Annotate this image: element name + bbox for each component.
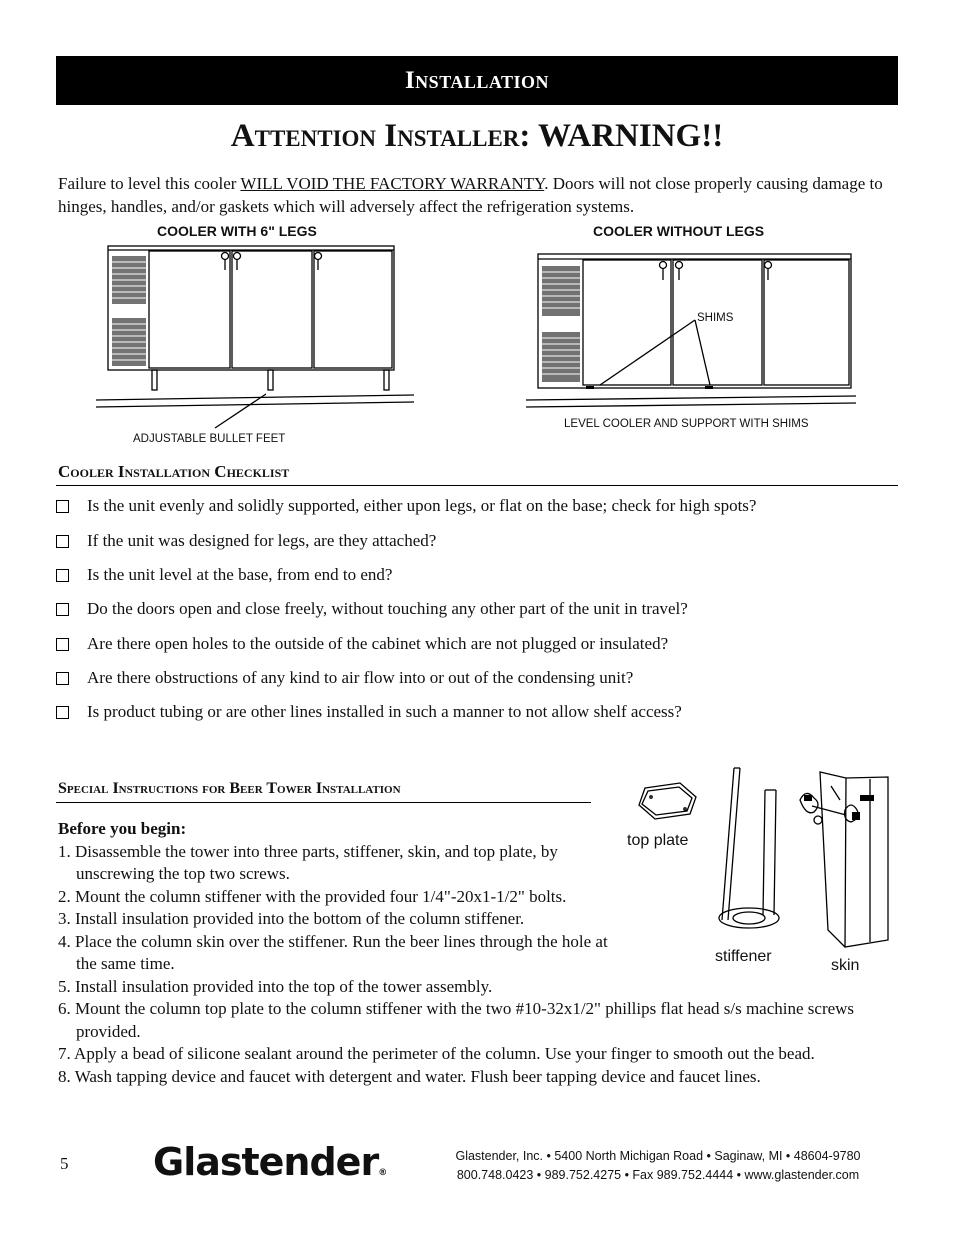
- company-phone-web: 800.748.0423 • 989.752.4275 • Fax 989.752.4444 • www.glastender.com: [456, 1168, 860, 1182]
- instruction-step: 8. Wash tapping device and faucet with detergent and water. Flush beer tapping device and faucet lines.: [58, 1066, 761, 1086]
- shims-label: SHIMS: [697, 312, 734, 324]
- instruction-step: 7. Apply a bead of silicone sealant around the perimeter of the column. Use your finger to smooth out the bead.: [58, 1044, 815, 1063]
- bullet-feet-note: ADJUSTABLE BULLET FEET: [133, 433, 286, 445]
- instruction-step: 3. Install insulation provided into the bottom of the column stiffener.: [58, 909, 525, 928]
- checklist-item-text: If the unit was designed for legs, are they attached?: [87, 531, 437, 550]
- checklist-item-text: Is the unit level at the base, from end to end?: [87, 565, 393, 584]
- intro-text-after: . Doors will not close properly causing damage to hinges, handles, and/or gaskets which will adversely affect the refrigeration systems.: [58, 174, 883, 216]
- page-number: 5: [60, 1154, 69, 1173]
- checklist-item-text: Are there obstructions of any kind to air flow into or out of the condensing unit?: [87, 668, 634, 687]
- checklist-title: Cooler Installation Checklist: [58, 462, 290, 481]
- warning-colon: :: [519, 118, 539, 154]
- checklist-item-text: Are there open holes to the outside of the cabinet which are not plugged or insulated?: [87, 634, 669, 653]
- instruction-step: 1. Disassemble the tower into three parts, stiffener, skin, and top plate, by unscrewing the top two screws.: [58, 841, 558, 883]
- section-title: Installation: [404, 66, 550, 94]
- level-cooler-note: LEVEL COOLER AND SUPPORT WITH SHIMS: [564, 418, 809, 430]
- instruction-step: 4. Place the column skin over the stiffener. Run the beer lines through the hole at the same time.: [58, 931, 608, 973]
- skin-shape: [820, 772, 888, 947]
- attention-installer-label: Attention Installer: [230, 118, 520, 154]
- warranty-void-notice: WILL VOID THE FACTORY WARRANTY: [240, 174, 545, 193]
- glastender-logo: [153, 1140, 386, 1195]
- skin-label: skin: [831, 957, 860, 974]
- instruction-step: 6. Mount the column top plate to the column stiffener with the two #10-32x1/2" phillips flat head s/s machine screws provided.: [58, 999, 855, 1041]
- checklist-item-text: Do the doors open and close freely, without touching any other part of the unit in travel?: [87, 599, 688, 618]
- stiffener-label: stiffener: [715, 948, 772, 965]
- checklist-item-text: Is the unit evenly and solidly supported, either upon legs, or flat on the base; check for high spots?: [87, 496, 757, 515]
- cooler-without-legs-title: COOLER WITHOUT LEGS: [593, 223, 765, 239]
- before-you-begin-label: Before you begin:: [58, 819, 187, 838]
- top-plate-label: top plate: [627, 832, 689, 849]
- instruction-step: 2. Mount the column stiffener with the provided four 1/4"-20x1-1/2" bolts.: [58, 886, 567, 906]
- registered-mark-icon: ®: [378, 1168, 387, 1178]
- checklist-item-text: Is product tubing or are other lines installed in such a manner to not allow shelf access?: [87, 702, 682, 721]
- warning-label: WARNING!!: [538, 118, 724, 154]
- intro-text-before: Failure to level this cooler: [58, 174, 241, 193]
- company-address: Glastender, Inc. • 5400 North Michigan Road • Saginaw, MI • 48604-9780: [455, 1149, 861, 1163]
- cooler-with-legs-title: COOLER WITH 6" LEGS: [157, 223, 317, 239]
- brand-name: Glastender: [153, 1140, 379, 1184]
- instruction-step: 5. Install insulation provided into the top of the tower assembly.: [58, 976, 493, 996]
- company-contact: [418, 1147, 898, 1185]
- beer-tower-title: Special Instructions for Beer Tower Installation: [58, 780, 401, 797]
